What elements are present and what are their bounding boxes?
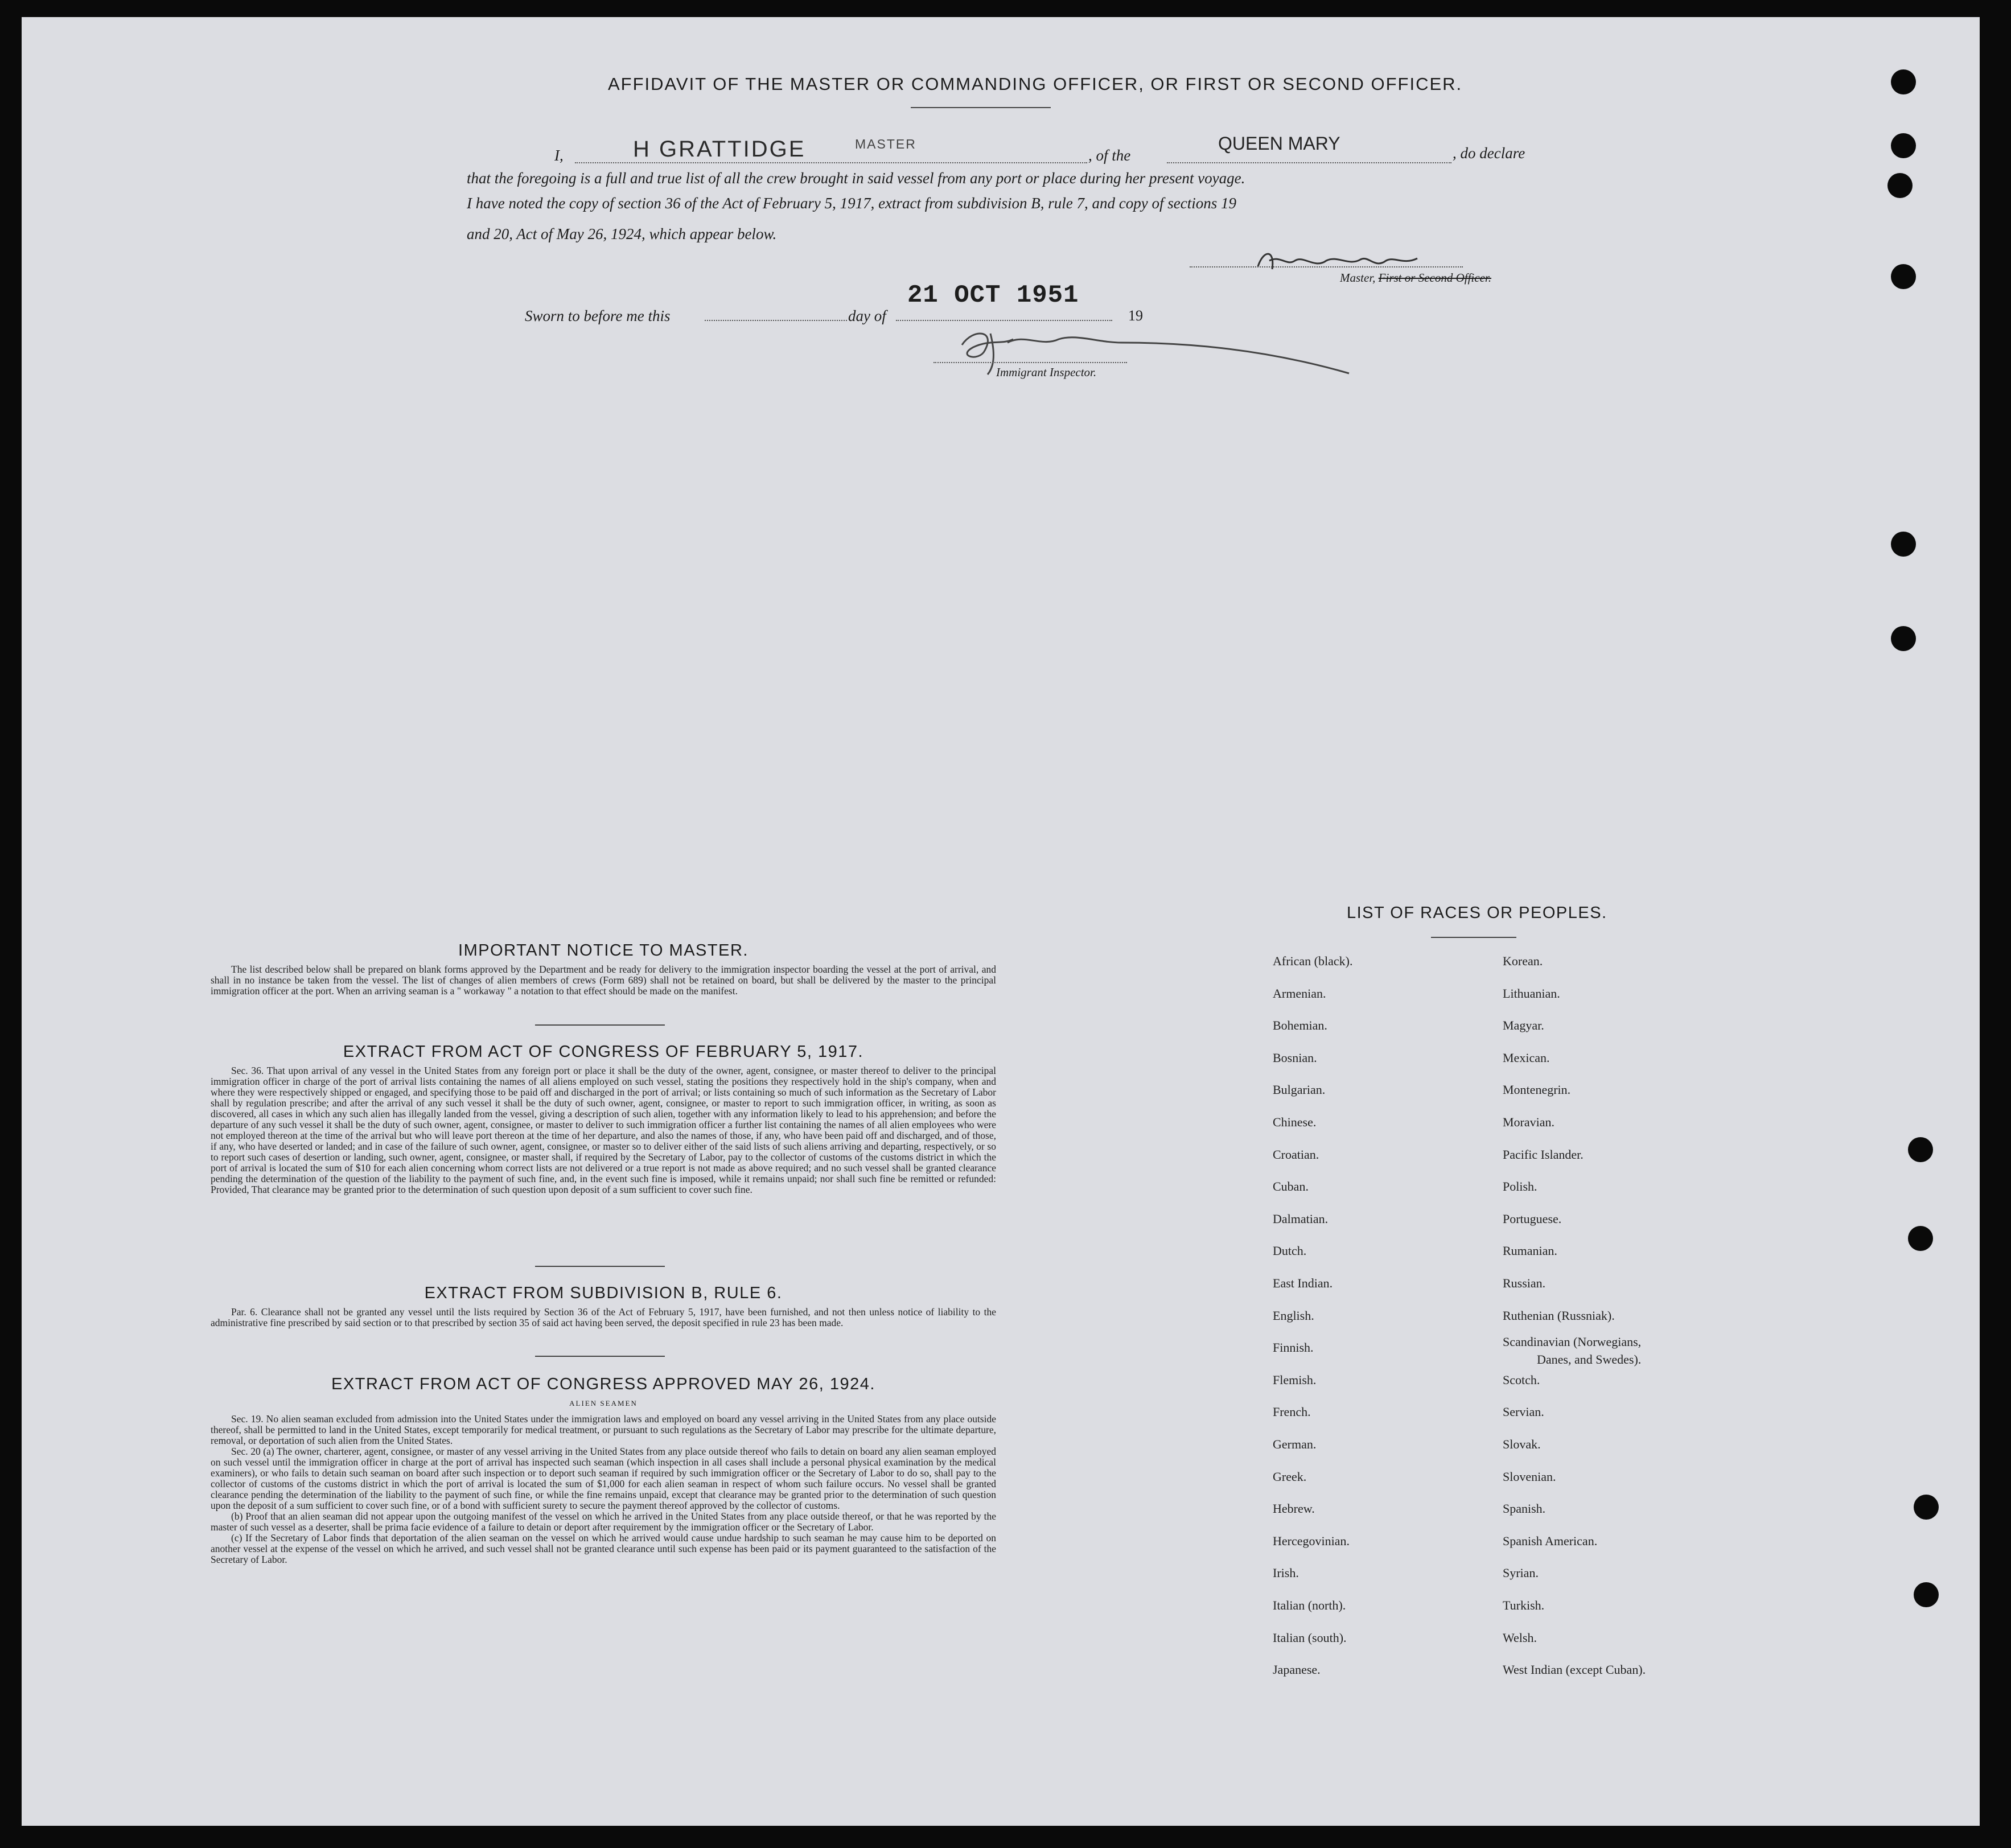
race-item: Irish.	[1273, 1566, 1299, 1580]
alien-seamen-subheading: ALIEN SEAMEN	[569, 1399, 638, 1407]
extract-1924-sec20c: (c) If the Secretary of Labor finds that deportation of the alien seaman on the vessel on which he arrived would cause undue hardship to such seaman he may cause him to be deported on another vessel at the expense of the vessel on which he arrived, and such vessel shall not be granted clearance until such expense has been paid or its payment guaranteed to the satisfaction of the Secretary of Labor.	[211, 1532, 996, 1565]
i-prefix: I,	[554, 147, 564, 164]
punch-hole	[1891, 133, 1916, 158]
race-item: Flemish.	[1273, 1373, 1317, 1387]
extract-1917-heading: EXTRACT FROM ACT OF CONGRESS OF FEBRUARY 5, 1917.	[343, 1043, 864, 1061]
affidavit-line-2: that the foregoing is a full and true list of all the crew brought in said vessel from any port or place during her present voyage.	[467, 170, 1245, 187]
races-heading: LIST OF RACES OR PEOPLES.	[1347, 904, 1607, 922]
race-item: Servian.	[1503, 1405, 1544, 1419]
race-item: Portuguese.	[1503, 1212, 1562, 1226]
extract-1917-body	[211, 1065, 996, 1195]
race-item: Greek.	[1273, 1470, 1307, 1484]
race-item: African (black).	[1273, 954, 1353, 968]
race-item: Dalmatian.	[1273, 1212, 1329, 1226]
inspector-signature-line	[933, 362, 1127, 363]
race-item: Croatian.	[1273, 1147, 1319, 1162]
race-item: Cuban.	[1273, 1179, 1309, 1193]
vessel-name: QUEEN MARY	[1218, 133, 1340, 154]
affidavit-line-3: I have noted the copy of section 36 of the Act of February 5, 1917, extract from subdivision B, rule 7, and copy of sections 19	[467, 195, 1236, 212]
punch-hole	[1908, 1226, 1933, 1251]
divider	[535, 1266, 665, 1267]
race-item: Scotch.	[1503, 1373, 1540, 1387]
divider	[535, 1356, 665, 1357]
signature-caption	[1340, 271, 1491, 285]
race-item: Moravian.	[1503, 1115, 1555, 1129]
race-item: Dutch.	[1273, 1244, 1307, 1258]
master-signature-line	[1190, 266, 1463, 267]
punch-hole	[1914, 1495, 1939, 1520]
race-item: Lithuanian.	[1503, 986, 1560, 1001]
race-item: French.	[1273, 1405, 1311, 1419]
race-item: Magyar.	[1503, 1018, 1544, 1032]
race-item: Hebrew.	[1273, 1501, 1315, 1516]
race-item: Bulgarian.	[1273, 1083, 1326, 1097]
notice-body	[211, 964, 996, 997]
punch-hole	[1914, 1582, 1939, 1607]
race-item: Hercegovinian.	[1273, 1534, 1350, 1548]
sworn-date-line	[896, 320, 1112, 321]
race-item: English.	[1273, 1308, 1314, 1323]
extract-1917-paragraph: Sec. 36. That upon arrival of any vessel in the United States from any foreign port or place it shall be the duty of the owner, agent, consignee, or master thereof to deliver to the principal immigration officer in charge of the port of arrival lists containing the names of all aliens employed on such vessel, stating the positions they respectively hold in the ship's company, when and where they were respectively shipped or engaged, and specifying those to be paid off and discharged in the port of arrival; or lists containing so much of such information as the Secretary of Labor shall by regulation prescribe; and after the arrival of any such vessel it shall be the duty of such owner, agent, consignee, or master to report to such immigration officer, in writing, as soon as discovered, all cases in which any such alien has illegally landed from the vessel, giving a description of such alien, together with any information likely to lead to his apprehension; and before the departure of any such vessel it shall be the duty of such owner, agent, consignee, or master to deliver to such immigration officer a further list containing the names of all alien employees who were not employed thereon at the time of the arrival but who will leave port thereon at the time of her departure, and also the names of those, if any, who have been paid off and discharged, and of those, if any, who have deserted or landed; and in case of the failure of such owner, agent, consignee, or master so to deliver either of the said lists of such aliens arriving and departing, respectively, or so to report such cases of desertion or landing, such owner, agent, consignee, or master shall, if required by the Secretary of Labor, pay to the collector of customs of the customs district in which the port of arrival is located the sum of $10 for each alien concerning whom correct lists are not delivered or a true report is not made as above required; and no such vessel shall be granted clearance pending the determination of the question of the liability to the payment of such fine, and, in the event such fine is imposed, while it remains unpaid; nor shall such fine be remitted or refunded: Provided, That clearance may be granted prior to the determination of such question upon deposit of a sum sufficient to cover such fine.	[211, 1065, 996, 1195]
sworn-day-line	[705, 320, 847, 321]
race-item: Bosnian.	[1273, 1051, 1317, 1065]
affidavit-line-4: and 20, Act of May 26, 1924, which appear below.	[467, 225, 777, 242]
punch-hole	[1891, 264, 1916, 289]
master-name: H GRATTIDGE	[633, 137, 806, 162]
race-item: Slovak.	[1503, 1437, 1541, 1451]
race-item: Finnish.	[1273, 1340, 1314, 1355]
race-item: Polish.	[1503, 1179, 1537, 1193]
signature-caption-master: Master,	[1340, 271, 1376, 285]
race-item: Chinese.	[1273, 1115, 1317, 1129]
divider	[535, 1024, 665, 1026]
race-item-continuation: Danes, and Swedes).	[1537, 1352, 1642, 1367]
extract-1924-body	[211, 1414, 996, 1565]
extract-rule6-heading: EXTRACT FROM SUBDIVISION B, RULE 6.	[424, 1284, 783, 1302]
extract-rule6-paragraph: Par. 6. Clearance shall not be granted any vessel until the lists required by Section 36 of the Act of February 5, 1917, have been furnished, and not then unless notice of liability to the administrative fine prescribed by said section or to that prescribed by section 35 of said act having been served, the deposit specified in rule 23 has been made.	[211, 1306, 996, 1328]
race-item: Spanish American.	[1503, 1534, 1598, 1548]
punch-hole	[1908, 1137, 1933, 1162]
year-suffix: 19	[1128, 307, 1143, 324]
sworn-text: Sworn to before me this	[525, 307, 671, 324]
race-item: Italian (north).	[1273, 1598, 1346, 1612]
affidavit-heading: AFFIDAVIT OF THE MASTER OR COMMANDING OFFICER, OR FIRST OR SECOND OFFICER.	[608, 74, 1463, 94]
divider	[1431, 937, 1516, 938]
race-item: East Indian.	[1273, 1276, 1333, 1290]
race-item: Bohemian.	[1273, 1018, 1327, 1032]
race-item: Scandinavian (Norwegians,	[1503, 1335, 1642, 1349]
race-item: Mexican.	[1503, 1051, 1550, 1065]
race-item: Welsh.	[1503, 1631, 1537, 1645]
extract-1924-heading: EXTRACT FROM ACT OF CONGRESS APPROVED MAY 26, 1924.	[331, 1375, 875, 1393]
race-item: Armenian.	[1273, 986, 1326, 1001]
punch-hole	[1891, 532, 1916, 557]
extract-1924-sec19: Sec. 19. No alien seaman excluded from admission into the United States under the immigration laws and employed on board any vessel arriving in the United States from any place outside thereof, shall be permitted to land in the United States, except temporarily for medical treatment, or pursuant to such regulations as the Secretary of Labor may prescribe for the ultimate departure, removal, or deportation of such alien from the United States.	[211, 1413, 996, 1446]
race-item: Italian (south).	[1273, 1631, 1347, 1645]
race-item: Spanish.	[1503, 1501, 1546, 1516]
race-item: Rumanian.	[1503, 1244, 1557, 1258]
punch-hole	[1891, 626, 1916, 651]
race-item: Russian.	[1503, 1276, 1546, 1290]
master-name-line	[575, 162, 1087, 163]
race-item: Ruthenian (Russniak).	[1503, 1308, 1615, 1323]
race-item: Korean.	[1503, 954, 1543, 968]
race-item: West Indian (except Cuban).	[1503, 1662, 1646, 1677]
race-item: Slovenian.	[1503, 1470, 1556, 1484]
notice-heading: IMPORTANT NOTICE TO MASTER.	[458, 941, 749, 960]
notice-paragraph: The list described below shall be prepared on blank forms approved by the Department and be ready for delivery to the immigration inspector boarding the vessel at the port of arrival, and shall in no instance be taken from the vessel. The list of changes of alien members of crews (Form 689) shall not be retained on board, but shall be delivered by the master to the principal immigration officer at the port. When an arriving seaman is a " workaway " a notation to that effect should be made on the manifest.	[211, 964, 996, 997]
master-title: MASTER	[855, 137, 916, 151]
race-item: German.	[1273, 1437, 1317, 1451]
inspector-caption: Immigrant Inspector.	[996, 365, 1097, 379]
day-of-text: day of	[848, 307, 886, 324]
race-item: Pacific Islander.	[1503, 1147, 1584, 1162]
extract-1924-sec20a: Sec. 20 (a) The owner, charterer, agent, consignee, or master of any vessel arriving in the United States from any place outside thereof who fails to detain on board any alien seaman employed on such vessel until the immigration officer in charge at the port of arrival has inspected such seaman (which inspection in all cases shall include a personal physical examination by the medical examiners), or who fails to detain such seaman on board after such inspection or to deport such seaman if required by such immigration officer or the Secretary of Labor to do so, shall pay to the collector of customs of the customs district in which the port of arrival is located the sum of $1,000 for each alien seaman in respect of whom such failure occurs. No vessel shall be granted clearance pending the determination of the liability to the payment of such fine, or while the fine remains unpaid, except that clearance may be granted prior to the determination of such question upon the deposit of a sum sufficient to cover such fine, or of a bond with sufficient surety to secure the payment thereof approved by the collector of customs.	[211, 1446, 996, 1511]
race-item: Japanese.	[1273, 1662, 1321, 1677]
vessel-name-line	[1167, 162, 1451, 163]
date-stamp: 21 OCT 1951	[907, 281, 1079, 310]
of-the-text: , of the	[1088, 147, 1131, 164]
extract-rule6-body	[211, 1307, 996, 1328]
race-item: Montenegrin.	[1503, 1083, 1571, 1097]
punch-hole	[1887, 173, 1913, 198]
race-item: Turkish.	[1503, 1598, 1545, 1612]
divider	[911, 107, 1051, 108]
signature-caption-struck: First or Second Officer.	[1378, 271, 1491, 285]
race-item: Syrian.	[1503, 1566, 1539, 1580]
extract-1924-sec20b: (b) Proof that an alien seaman did not appear upon the outgoing manifest of the vessel on which he arrived in the United States from any place outside thereof, or that he was reported by the master of such vessel as a deserter, shall be prima facie evidence of a failure to detain or deport after requirement by the immigration officer or the Secretary of Labor.	[211, 1510, 996, 1533]
do-declare-text: , do declare	[1453, 145, 1525, 162]
punch-hole	[1891, 69, 1916, 94]
